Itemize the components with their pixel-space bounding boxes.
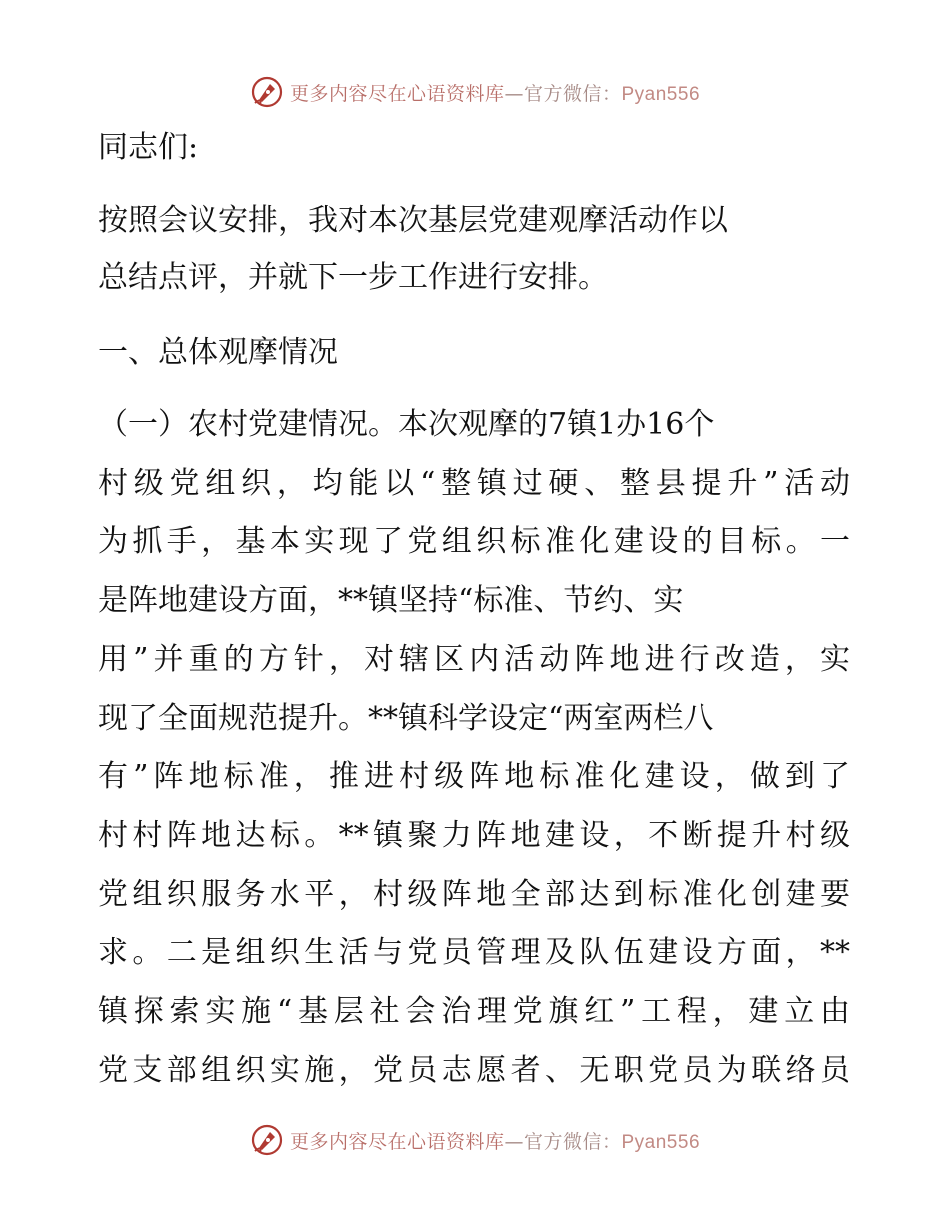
- footer-watermark: [0, 1120, 950, 1160]
- watermark-main: 更多内容尽在心语资料库: [289, 82, 505, 105]
- paragraph-line: 为抓手，基本实现了党组织标准化建设的目标。一: [98, 524, 850, 559]
- paragraph-line: （一）农村党建情况。本次观摩的7镇1办16个: [98, 407, 715, 442]
- pen-nib-circle-icon: [250, 75, 284, 109]
- paragraph-line: 求。二是组织生活与党员管理及队伍建设方面，**: [98, 935, 850, 970]
- watermark-wechat-id: Pyan556: [621, 83, 701, 105]
- greeting: 同志们:: [98, 130, 199, 165]
- intro-line-2: 总结点评，并就下一步工作进行安排。: [98, 260, 608, 295]
- paragraph-line: 党支部组织实施，党员志愿者、无职党员为联络员: [98, 1053, 850, 1088]
- paragraph-line: 现了全面规范提升。**镇科学设定“两室两栏八: [98, 701, 714, 736]
- watermark-text: [290, 1127, 700, 1154]
- section-heading: 一、总体观摩情况: [98, 335, 338, 370]
- header-watermark: [0, 72, 950, 112]
- intro-line-1: 按照会议安排，我对本次基层党建观摩活动作以: [98, 203, 728, 238]
- watermark-main: 更多内容尽在心语资料库: [289, 1130, 505, 1153]
- watermark-separator: —官方微信：: [504, 1130, 622, 1153]
- paragraph-line: 党组织服务水平，村级阵地全部达到标准化创建要: [98, 877, 850, 912]
- paragraph-line: 有”阵地标准，推进村级阵地标准化建设，做到了: [98, 759, 850, 794]
- paragraph-line: 用”并重的方针，对辖区内活动阵地进行改造，实: [98, 642, 850, 677]
- paragraph-line: 村级党组织，均能以“整镇过硬、整县提升”活动: [98, 466, 850, 501]
- paragraph-line: 镇探索实施“基层社会治理党旗红”工程，建立由: [98, 994, 850, 1029]
- pen-nib-circle-icon: [250, 1123, 284, 1157]
- paragraph-line: 村村阵地达标。**镇聚力阵地建设，不断提升村级: [98, 818, 850, 853]
- watermark-text: [290, 79, 700, 106]
- paragraph-line: 是阵地建设方面，**镇坚持“标准、节约、实: [98, 583, 684, 618]
- watermark-separator: —官方微信：: [504, 82, 622, 105]
- watermark-wechat-id: Pyan556: [621, 1131, 701, 1153]
